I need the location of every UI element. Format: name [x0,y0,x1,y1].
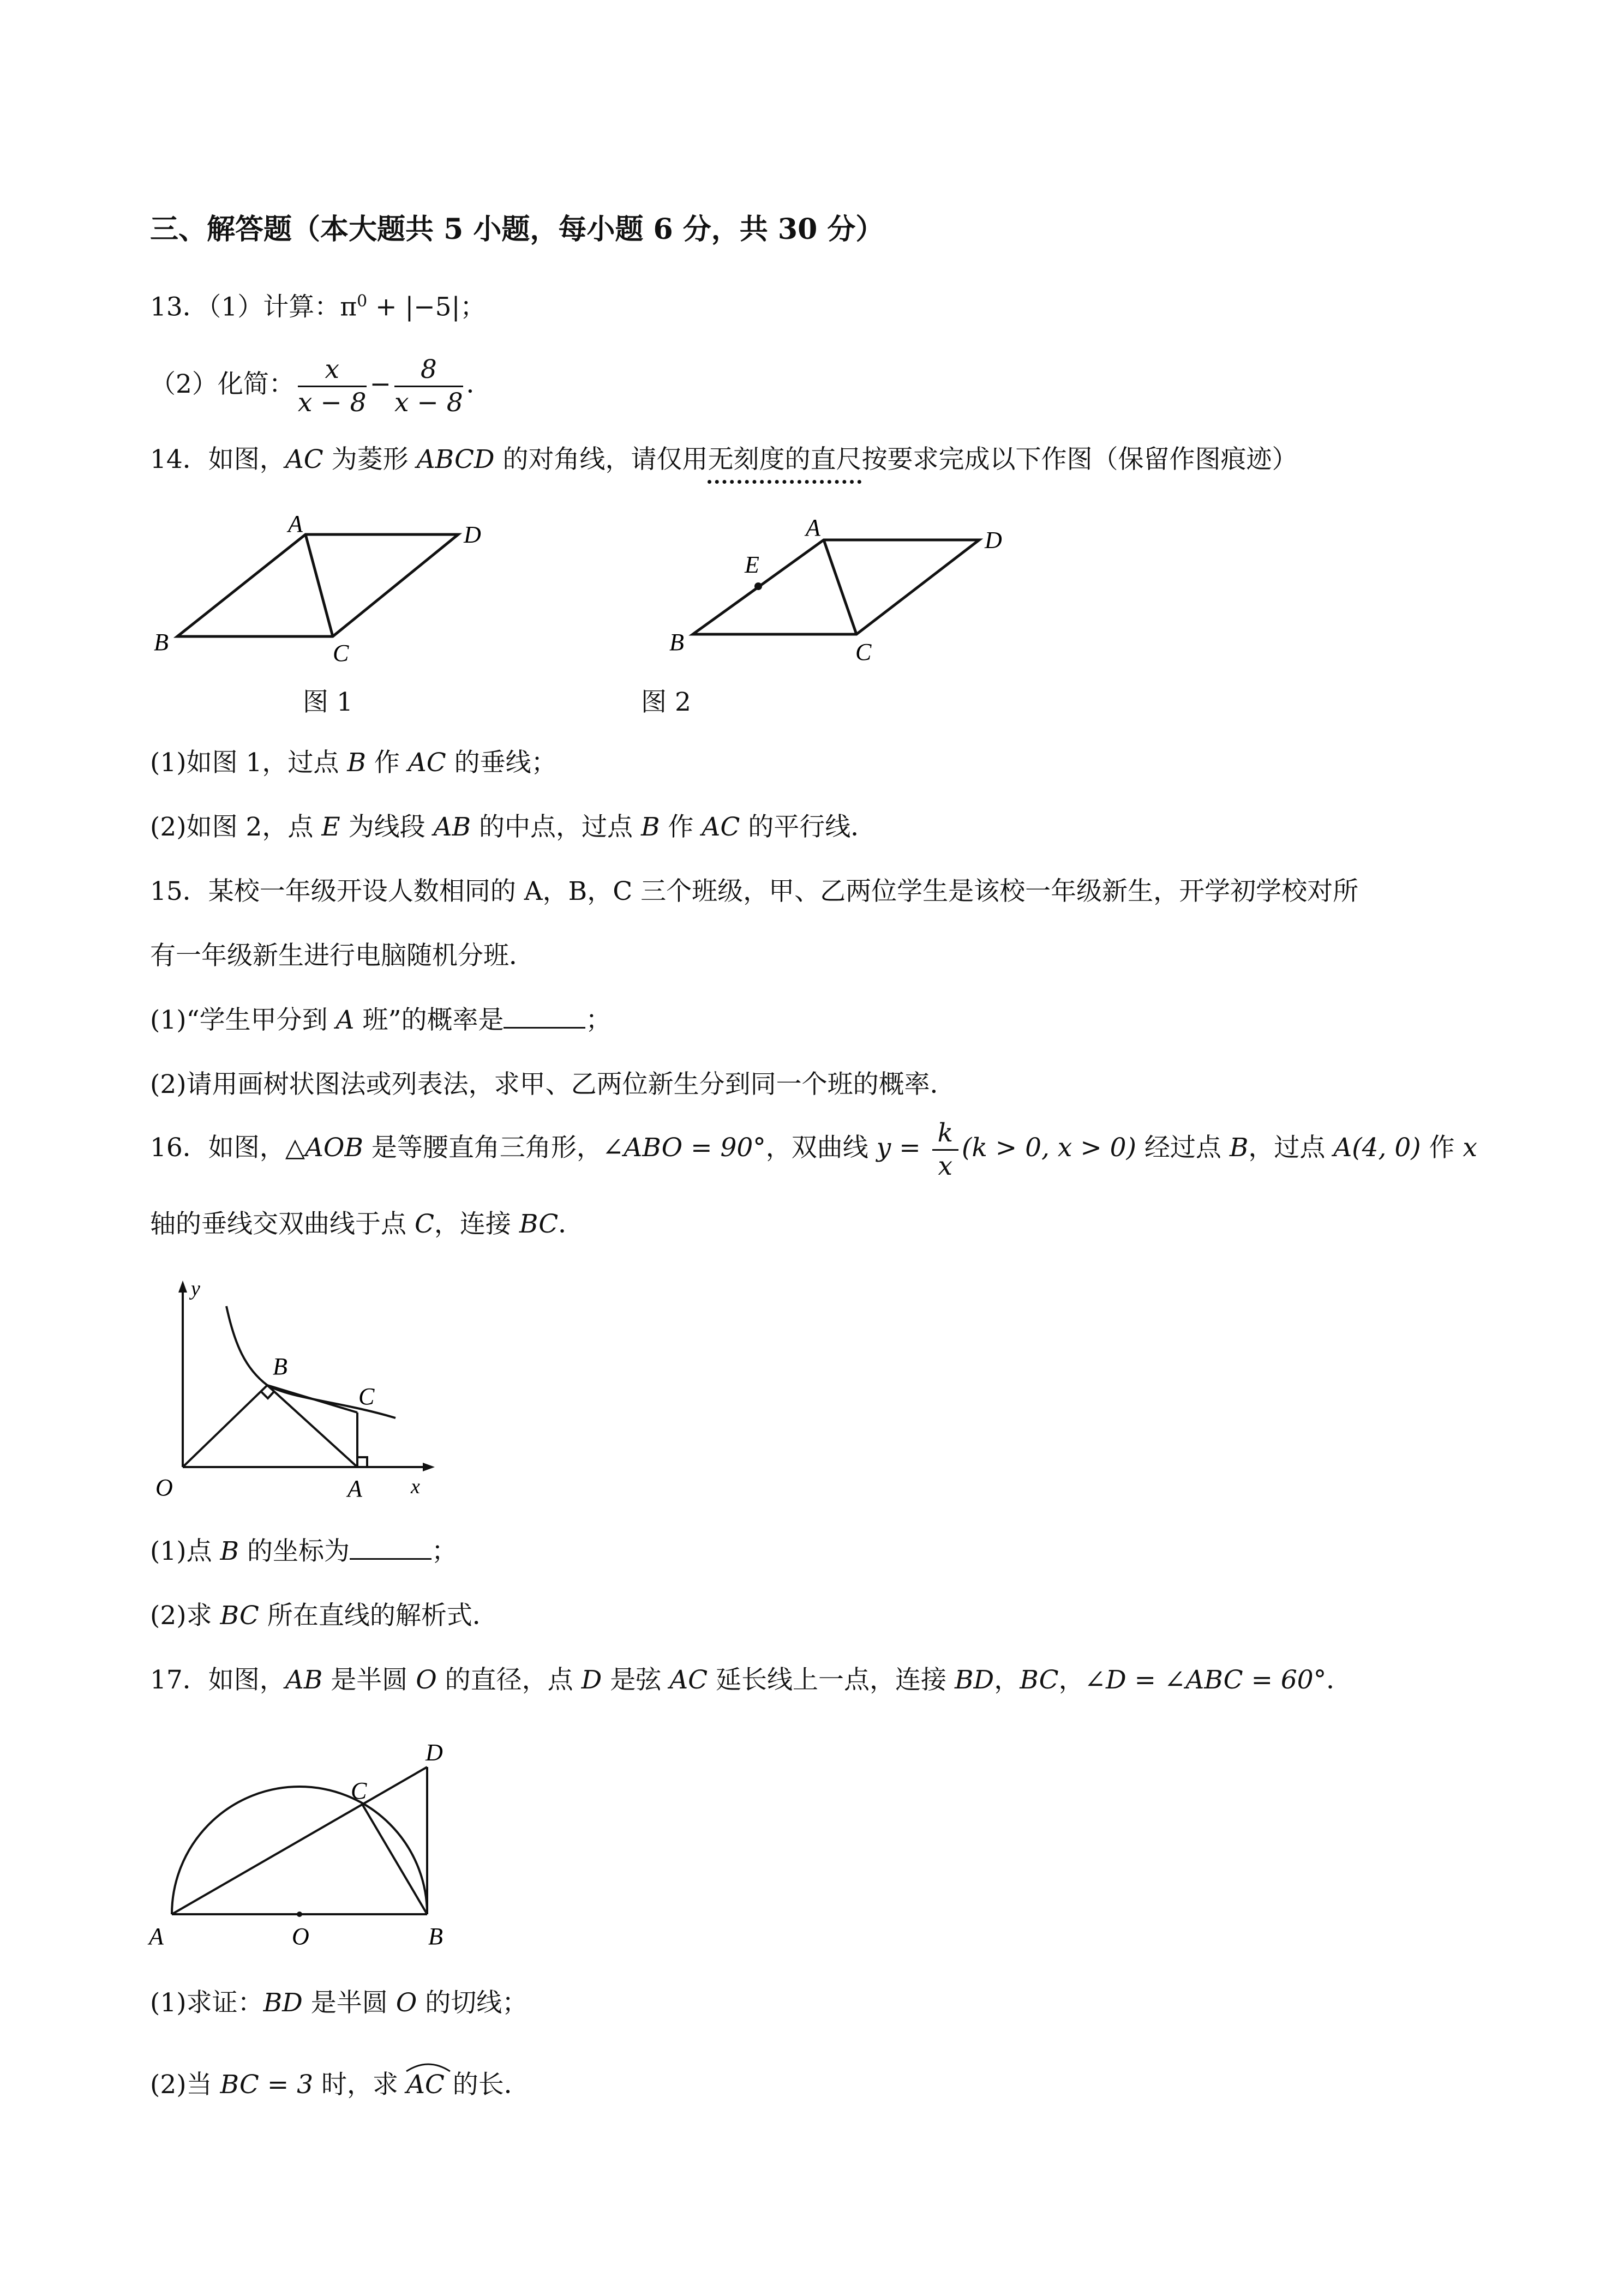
q17-b: AB [285,1665,323,1695]
q17-p1-c: 是半圆 [302,1988,396,2018]
q14-p2-h: AC [702,812,740,842]
q13-pi: π [340,292,357,322]
q14-part1 [150,745,557,781]
q16-part2 [150,1598,498,1634]
q16-d: ∠ABO = 90° [602,1133,766,1163]
q14-stem-b: 为菱形 [323,444,417,474]
section-title: 三、解答题（本大题共 5 小题，每小题 6 分，共 30 分） [150,213,884,246]
segment-ad [172,1767,427,1914]
fig16-label-a: A [347,1475,362,1502]
q16-l2-d: BC [519,1209,559,1239]
fig17-label-o: O [292,1923,309,1950]
q17-g: 是弦 [602,1665,670,1695]
q15-p1-b: A [335,1005,355,1035]
segment-bc [363,1805,427,1914]
fig1-label-d: D [464,521,481,548]
fig1-label-a: A [288,510,303,537]
q13-part2 [150,349,492,420]
q16-p1-a: (1)点 [150,1536,220,1566]
q16-stem-line1 [150,1113,1477,1183]
q16-fraction [932,1117,958,1182]
q14-p1-b: B [347,748,366,778]
q14-p2-c: 为线段 [340,812,434,842]
q14-p1-d: AC [408,748,446,778]
fig17-label-b: B [428,1923,443,1950]
q13-part2-prefix: （2）化简： [150,369,295,399]
q16-part1 [150,1534,457,1570]
q14-p1-a: (1)如图 1，过点 [150,748,347,778]
q16-j: ，过点 [1248,1133,1334,1163]
q13-abs-term: + |−5| [367,292,460,322]
fig2-label-c: C [855,639,872,665]
q15-p1-d: ； [585,1005,612,1035]
q16-p2-c: 所在直线的解析式． [259,1601,498,1631]
q16-p2-b: BC [220,1601,259,1631]
fig2-label-d: D [985,527,1002,554]
q14-stem-a: 14．如图， [150,444,285,474]
q16-i: B [1229,1133,1249,1163]
q17-m: ， [1058,1665,1084,1695]
q13-exponent: 0 [357,292,368,311]
q14-stem-d: 按要求完成以下作图（保留作图痕迹） [861,444,1298,474]
q16-l2-a: 轴的垂线交双曲线于点 [150,1209,415,1239]
q14-figure-1 [147,507,529,671]
q13-part2-end: ． [466,369,492,399]
q17-l: BC [1020,1665,1059,1695]
q15-line1: 15．某校一年级开设人数相同的 A，B，C 三个班级，甲、乙两位学生是该校一年级新生，开学初学校对所 [150,876,1359,906]
q14-p2-e: 的中点，过点 [471,812,641,842]
q17-part2 [150,2067,530,2103]
fig2-caption: 图 2 [641,687,691,717]
q13-f2-numerator: 8 [394,354,463,387]
q17-p1-e: 的切线； [417,1988,528,2018]
q16-p1-d: ； [432,1536,458,1566]
q13-minus: − [369,369,391,399]
fig1-label-b: B [154,629,169,656]
arc-accent-icon [404,2057,453,2073]
q13-f1-denominator: x − 8 [297,387,367,418]
q14-stem-c: 的对角线，请仅用 [494,444,708,474]
q13-f1-numerator: x [298,354,367,387]
diagonal-ac [824,540,856,634]
fig16-label-y: y [191,1277,200,1300]
q15-part1 [150,1002,611,1038]
q14-p2-f: B [640,812,660,842]
q16-p1-b: B [220,1536,239,1566]
q15-part2: (2)请用画树状图法或列表法，求甲、乙两位新生分到同一个班的概率． [150,1069,956,1099]
q16-k-numerator: k [932,1117,958,1151]
q14-emphasis-text: 无刻度的直尺 [708,444,862,474]
q14-p2-d: AB [433,812,471,842]
x-arrow-icon [423,1463,435,1471]
q14-p1-c: 作 [365,748,408,778]
q16-answer-blank[interactable] [350,1536,432,1560]
q14-part2 [150,809,876,845]
q16-l: 作 [1421,1133,1463,1163]
q16-k: A(4, 0) [1333,1133,1421,1163]
q14-stem-abcd: ABCD [416,444,495,474]
q17-p1-d: O [395,1988,417,2018]
q17-h: AC [669,1665,708,1695]
fig16-label-b: B [273,1353,287,1380]
q16-l2-e: ． [558,1209,584,1239]
q17-i: 延长线上一点，连接 [708,1665,955,1695]
q16-stem-line2 [150,1206,584,1242]
q14-p2-g: 作 [660,812,702,842]
q15-answer-blank[interactable] [504,1005,585,1029]
q17-d: O [416,1665,437,1695]
q14-p2-a: (2)如图 2，点 [150,812,322,842]
fig16-label-x: x [411,1475,420,1498]
y-arrow-icon [178,1281,187,1293]
q17-p2-a: (2)当 [150,2070,220,2100]
q16-g: (k > 0, x > 0) [962,1133,1136,1163]
q14-stem-ac: AC [285,444,323,474]
q13-fraction-2 [394,354,463,419]
q17-p2-c: 时，求 [313,2070,406,2100]
q13-part1-end: ； [460,292,486,322]
segment-ba [267,1385,357,1467]
q17-k: ， [994,1665,1020,1695]
fig17-label-d: D [426,1739,443,1766]
q14-p1-e: 的垂线； [446,748,557,778]
q14-stem [150,442,1298,478]
fig16-label-o: O [155,1474,173,1501]
q16-l2-b: C [414,1209,434,1239]
point-e-dot [754,582,762,590]
q17-part1 [150,1985,528,2021]
fig2-label-a: A [806,514,820,541]
q13-part1 [150,284,486,326]
q16-figure [145,1271,450,1511]
q16-a: 16．如图， [150,1133,285,1163]
q14-figure-2 [657,507,1039,671]
q13-fraction-1 [298,354,367,419]
q17-figure [145,1734,505,1952]
q17-n: ∠D = ∠ABC = 60° [1084,1665,1327,1695]
fig1-caption: 图 1 [303,687,353,717]
right-angle-mark-b [261,1392,274,1398]
q17-p2-b: BC = 3 [220,2070,314,2100]
fig16-label-c: C [358,1383,375,1410]
diagonal-ac [305,534,333,636]
q16-p1-c: 的坐标为 [239,1536,350,1566]
q17-p1-a: (1)求证： [150,1988,263,2018]
fig17-label-a: A [149,1923,164,1950]
q17-stem [150,1662,1352,1698]
q16-c: 是等腰直角三角形， [363,1133,602,1163]
q17-p2-d: AC [406,2070,445,2100]
q16-e: ，双曲线 [765,1133,877,1163]
q13-f2-denominator: x − 8 [394,387,463,418]
q17-o: ． [1326,1665,1352,1695]
q17-p1-b: BD [263,1988,303,2018]
q17-e: 的直径，点 [436,1665,582,1695]
q17-arc-ac [406,2067,445,2103]
q15-p1-c: 班”的概率是 [354,1005,504,1035]
center-o-dot [297,1912,302,1917]
q17-f: D [581,1665,602,1695]
q15-line2: 有一年级新生进行电脑随机分班． [150,941,535,971]
fig17-label-c: C [351,1777,367,1804]
q14-p2-b: E [321,812,340,842]
q17-c: 是半圆 [322,1665,416,1695]
q16-f: y = [876,1133,929,1163]
q15-p1-a: (1)“学生甲分到 [150,1005,336,1035]
q16-m: x [1463,1133,1478,1163]
q14-p2-i: 的平行线． [740,812,877,842]
rhombus-abcd [693,540,979,634]
q16-p2-a: (2)求 [150,1601,220,1631]
fig1-label-c: C [333,640,349,666]
q13-part1-prefix: 13．（1）计算： [150,292,340,322]
q17-p2-e: 的长． [444,2070,530,2100]
q16-l2-c: ，连接 [434,1209,519,1239]
fig2-label-e: E [745,551,759,578]
q16-b: △AOB [285,1133,363,1163]
segment-ob [183,1385,267,1467]
right-angle-mark-a [357,1457,367,1467]
q16-x-denominator: x [938,1151,953,1181]
fig2-label-b: B [669,629,684,656]
q16-h: 经过点 [1136,1133,1230,1163]
q17-a: 17．如图， [150,1665,285,1695]
q17-j: BD [955,1665,994,1695]
